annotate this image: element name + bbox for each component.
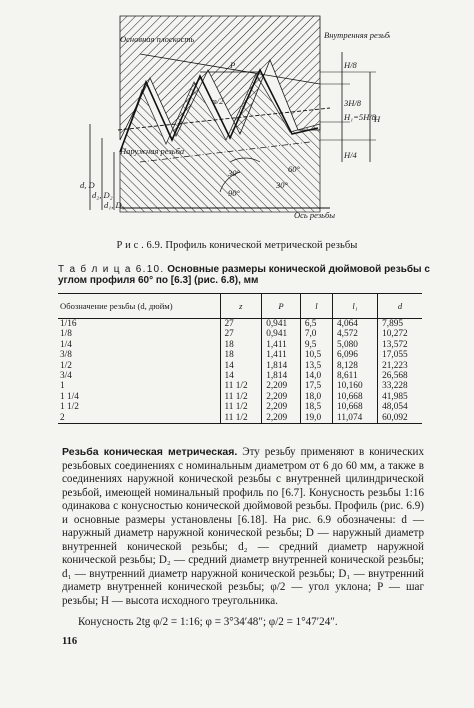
table-cell: 8,128 xyxy=(333,361,378,371)
table-cell: 11 1/2 xyxy=(220,413,262,424)
table-cell: 27 xyxy=(220,319,262,330)
table-row xyxy=(58,381,422,391)
d1-label: d₁, D₁ xyxy=(104,200,125,210)
table-cell: 18,0 xyxy=(300,392,332,402)
col-l1: l₁ xyxy=(333,294,378,319)
col-z: z xyxy=(220,294,262,319)
h4-label: H/4 xyxy=(344,150,357,160)
table-row xyxy=(58,402,422,412)
table-cell: 1,411 xyxy=(262,350,301,360)
table-cell: 1,411 xyxy=(262,340,301,350)
table-cell: 11 1/2 xyxy=(220,402,262,412)
table-row xyxy=(58,319,422,330)
d-label: d, D xyxy=(80,180,95,190)
table-cell: 60,092 xyxy=(378,413,422,424)
table-cell: 2,209 xyxy=(262,413,301,424)
axis-label: Ось резьбы xyxy=(294,210,336,220)
table-heading: Основные размеры конической дюймовой резьбы с углом профиля 60° по [6.3] (рис. 6.8), мм xyxy=(58,264,430,286)
table-row xyxy=(58,392,422,402)
table-row xyxy=(58,413,422,424)
table-cell: 1 1/4 xyxy=(60,391,79,402)
table-cell: 11 1/2 xyxy=(220,392,262,402)
table-cell: 11 1/2 xyxy=(220,381,262,391)
table-cell: 5,080 xyxy=(333,340,378,350)
table-cell: 17,5 xyxy=(300,381,332,391)
table-cell: 4,572 xyxy=(333,329,378,339)
table-cell: 7,895 xyxy=(378,319,422,330)
table-cell: 0,941 xyxy=(262,329,301,339)
h1-label: H₁=5H/8 xyxy=(344,112,376,122)
table-cell: 14 xyxy=(220,361,262,371)
table-cell: 18,5 xyxy=(300,402,332,412)
table-cell: 1/8 xyxy=(60,329,72,340)
table-header-row xyxy=(58,294,422,319)
table-cell: 2,209 xyxy=(262,402,301,412)
table-cell: 10,160 xyxy=(333,381,378,391)
table-cell: 4,064 xyxy=(333,319,378,330)
table-cell: 14 xyxy=(220,371,262,381)
table-cell: 6,5 xyxy=(300,319,332,330)
col-p: P xyxy=(262,294,301,319)
table-label: Т а б л и ц а 6.10. xyxy=(58,264,165,275)
angle-90-label: 90° xyxy=(228,188,240,198)
table-cell: 10,668 xyxy=(333,402,378,412)
section-heading: Резьба коническая метрическая. xyxy=(62,446,238,458)
table-cell: 26,568 xyxy=(378,371,422,381)
table-cell: 1,814 xyxy=(262,371,301,381)
table-cell: 10,668 xyxy=(333,392,378,402)
table-cell: 13,572 xyxy=(378,340,422,350)
table-row xyxy=(58,350,422,360)
body-text xyxy=(62,446,424,608)
paragraph-body: Эту резьбу применяют в конических резьбовых соединениях с номинальным диаметром от 6 до 60 мм, а также в соединениях наружной конической резьбы с внутренней цилиндрической резьбой, имеющей номинальный профиль по [6.7]. Конусность резьбы 1:16 одинакова с конусностью конической дюймовой резьбы. Профиль (рис. 6.9) и основные размеры установлены [6.18]. На рис. 6.9 обозначены: d — наружный диаметр наружной конической резьбы; D — наружный диаметр внутренней конической резьбы; d₂ — средний диаметр наружной конической резьбы; D₂ — средний диаметр внутренней конической резьбы; d₁ — внутренний диаметр наружной конической резьбы; D₁ — внутренний диаметр внутренней конической резьбы; φ/2 — угол уклона; P — шаг резьбы; H — высота исходного треугольника. xyxy=(62,446,424,607)
thread-profile-figure xyxy=(80,12,390,234)
h-label: H xyxy=(374,114,381,124)
table-cell: 2,209 xyxy=(262,392,301,402)
table-cell: 9,5 xyxy=(300,340,332,350)
basic-plane-label: Основная плоскость xyxy=(120,34,195,44)
table-row xyxy=(58,361,422,371)
table-cell: 6,096 xyxy=(333,350,378,360)
table-cell: 18 xyxy=(220,340,262,350)
pitch-label: P xyxy=(230,60,236,70)
table-cell: 2,209 xyxy=(262,381,301,391)
table-cell: 48,054 xyxy=(378,402,422,412)
table-cell: 10,272 xyxy=(378,329,422,339)
paragraph xyxy=(62,446,424,608)
table-cell: 1 xyxy=(60,381,65,392)
angle-60-label: 60° xyxy=(288,164,300,174)
table-cell: 7,0 xyxy=(300,329,332,339)
d2-label: d₂, D₂ xyxy=(92,190,113,200)
half-angle-label: φ/2 xyxy=(212,96,224,106)
h8-label: H/8 xyxy=(344,60,357,70)
table-cell: 14,0 xyxy=(300,371,332,381)
table-cell: 1/4 xyxy=(60,339,72,350)
angle-30-left-label: 30° xyxy=(228,168,240,178)
table-title xyxy=(58,264,430,286)
table-cell: 3/4 xyxy=(60,371,72,382)
col-designation: Обозначение резьбы (d, дюйм) xyxy=(58,294,220,319)
table-row xyxy=(58,329,422,339)
table-cell: 27 xyxy=(220,329,262,339)
table-row xyxy=(58,371,422,381)
table-cell: 1,814 xyxy=(262,361,301,371)
table-cell: 0,941 xyxy=(262,319,301,330)
angle-30-right-label: 30° xyxy=(276,180,288,190)
col-d: d xyxy=(378,294,422,319)
table-cell: 19,0 xyxy=(300,413,332,424)
thread-profile-drawing xyxy=(80,12,390,234)
dimensions-table xyxy=(58,293,422,424)
figure-caption: Р и с . 6.9. Профиль конической метрической резьбы xyxy=(116,240,358,251)
table-cell: 1/2 xyxy=(60,360,72,371)
table-cell: 8,611 xyxy=(333,371,378,381)
h3-label: 3H/8 xyxy=(344,98,361,108)
table-row xyxy=(58,340,422,350)
table-cell: 2 xyxy=(58,413,220,424)
table-cell: 21,223 xyxy=(378,361,422,371)
external-thread-label: Наружная резьба xyxy=(120,146,185,156)
table-cell: 1/16 xyxy=(60,319,77,330)
table-cell: 10,5 xyxy=(300,350,332,360)
table-cell: 33,228 xyxy=(378,381,422,391)
internal-thread-label: Внутренняя резьба xyxy=(324,30,390,40)
table-cell: 1 1/2 xyxy=(60,402,79,413)
table-cell: 11,074 xyxy=(333,413,378,424)
table-cell: 18 xyxy=(220,350,262,360)
col-l: l xyxy=(300,294,332,319)
table-cell: 41,985 xyxy=(378,392,422,402)
table-cell: 17,055 xyxy=(378,350,422,360)
table-cell: 13,5 xyxy=(300,361,332,371)
taper-formula: Конусность 2tg φ/2 = 1:16; φ = 3°34′48″; φ/2 = 1°47′24″. xyxy=(78,616,338,628)
table-cell: 3/8 xyxy=(60,350,72,361)
page-number: 116 xyxy=(62,636,78,647)
